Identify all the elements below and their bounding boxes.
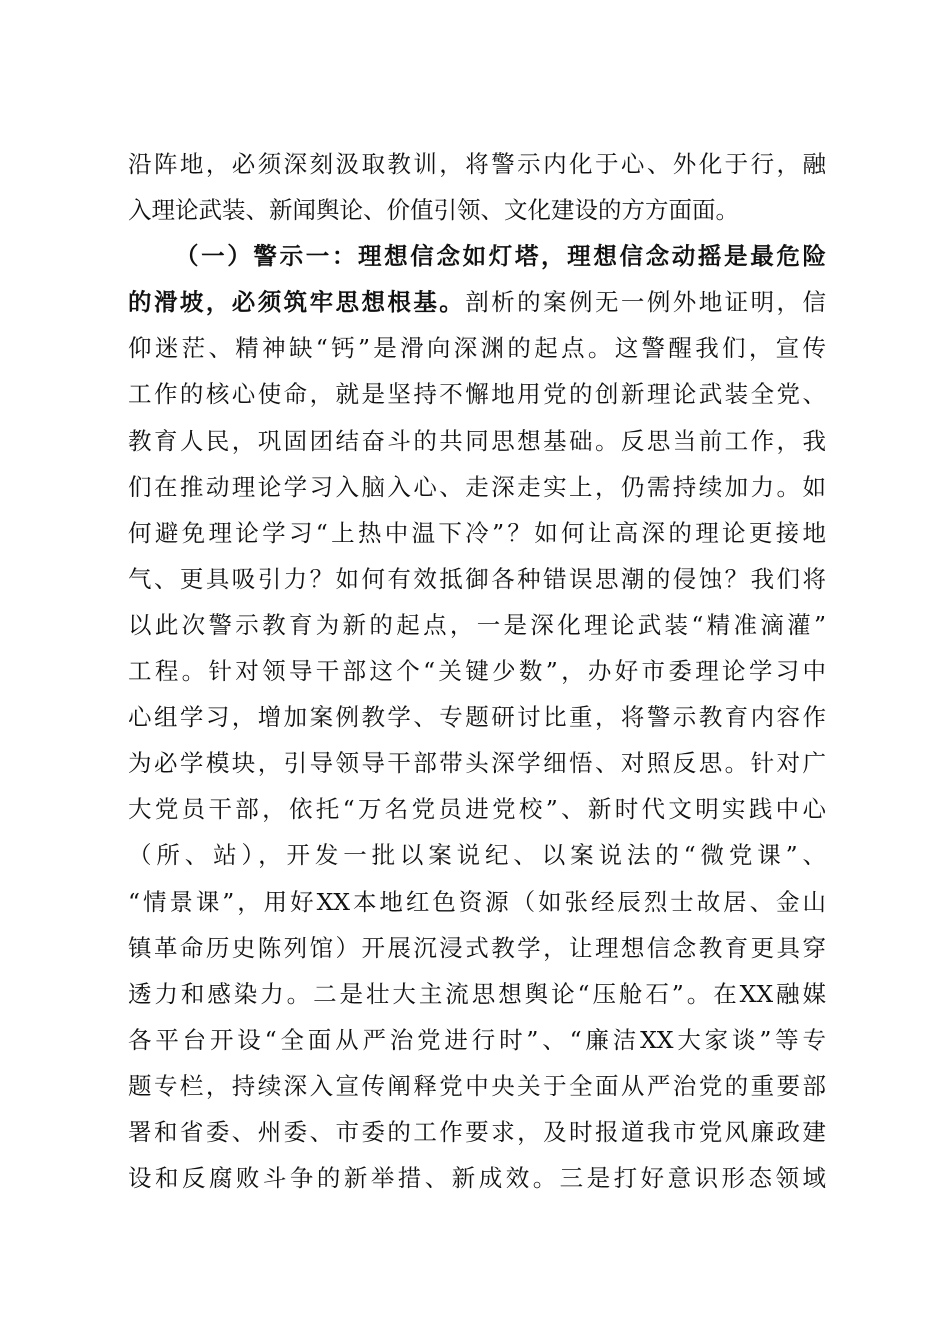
line-text: 气、更具吸引力？如何有效抵御各种错误思潮的侵蚀？我们将 bbox=[128, 564, 826, 593]
line-text: 们在推动理论学习入脑入心、走深走实上，仍需持续加力。如 bbox=[128, 472, 826, 501]
line-text: 剖析的案例无一例外地证明，信 bbox=[465, 288, 826, 317]
text-line bbox=[128, 464, 826, 510]
line-text: （所、站），开发一批以案说纪、以案说法的“微党课”、 bbox=[128, 841, 826, 870]
line-text: 设和反腐败斗争的新举措、新成效。三是打好意识形态领域 bbox=[128, 1164, 826, 1193]
text-line bbox=[128, 879, 826, 925]
text-line bbox=[128, 1109, 826, 1155]
line-text: 入理论武装、新闻舆论、价值引领、文化建设的方方面面。 bbox=[128, 196, 739, 225]
line-text: 仰迷茫、精神缺“钙”是滑向深渊的起点。这警醒我们，宣传 bbox=[128, 334, 826, 363]
line-text: 题专栏，持续深入宣传阐释党中央关于全面从严治党的重要部 bbox=[128, 1071, 826, 1100]
text-line bbox=[128, 786, 826, 832]
line-text: 何避免理论学习“上热中温下冷”？如何让高深的理论更接地 bbox=[128, 518, 826, 547]
text-line bbox=[128, 325, 826, 371]
line-text: 署和省委、州委、市委的工作要求，及时报道我市党风廉政建 bbox=[128, 1117, 826, 1146]
text-line bbox=[128, 971, 826, 1017]
text-line bbox=[128, 371, 826, 417]
text-line bbox=[128, 740, 826, 786]
text-line bbox=[128, 648, 826, 694]
line-text: 为必学模块，引导领导干部带头深学细悟、对照反思。针对广 bbox=[128, 749, 826, 778]
text-line bbox=[128, 556, 826, 602]
section-heading: （一）警示一：理想信念如灯塔，理想信念动摇是最危险 bbox=[175, 242, 826, 271]
line-text: “情景课”，用好XX本地红色资源（如张经辰烈士故居、金山 bbox=[128, 887, 826, 916]
line-text: 心组学习，增加案例教学、专题研讨比重，将警示教育内容作 bbox=[128, 703, 826, 732]
line-text: 教育人民，巩固团结奋斗的共同思想基础。反思当前工作，我 bbox=[128, 426, 826, 455]
text-line bbox=[128, 1155, 826, 1201]
text-line bbox=[128, 832, 826, 878]
line-text: 各平台开设“全面从严治党进行时”、“廉洁XX大家谈”等专 bbox=[128, 1025, 826, 1054]
line-text: 透力和感染力。二是壮大主流思想舆论“压舱石”。在XX融媒 bbox=[128, 979, 826, 1008]
text-line bbox=[128, 1063, 826, 1109]
line-text: 工程。针对领导干部这个“关键少数”，办好市委理论学习中 bbox=[128, 657, 826, 686]
section-heading-continued: 的滑坡，必须筑牢思想根基。 bbox=[128, 288, 466, 317]
text-line bbox=[128, 279, 826, 325]
section-heading-line bbox=[128, 233, 826, 279]
text-line bbox=[128, 418, 826, 464]
line-text: 工作的核心使命，就是坚持不懈地用党的创新理论武装全党、 bbox=[128, 380, 826, 409]
text-line bbox=[128, 925, 826, 971]
line-text: 沿阵地，必须深刻汲取教训，将警示内化于心、外化于行，融 bbox=[128, 150, 826, 178]
text-line bbox=[128, 510, 826, 556]
text-line bbox=[128, 602, 826, 648]
line-text: 大党员干部，依托“万名党员进党校”、新时代文明实践中心 bbox=[128, 795, 826, 824]
text-line bbox=[128, 694, 826, 740]
line-text: 镇革命历史陈列馆）开展沉浸式教学，让理想信念教育更具穿 bbox=[128, 933, 826, 962]
text-line bbox=[128, 141, 826, 187]
text-line bbox=[128, 1017, 826, 1063]
body-text bbox=[128, 141, 826, 1201]
line-text: 以此次警示教育为新的起点，一是深化理论武装“精准滴灌” bbox=[128, 610, 826, 639]
text-line bbox=[128, 187, 826, 233]
